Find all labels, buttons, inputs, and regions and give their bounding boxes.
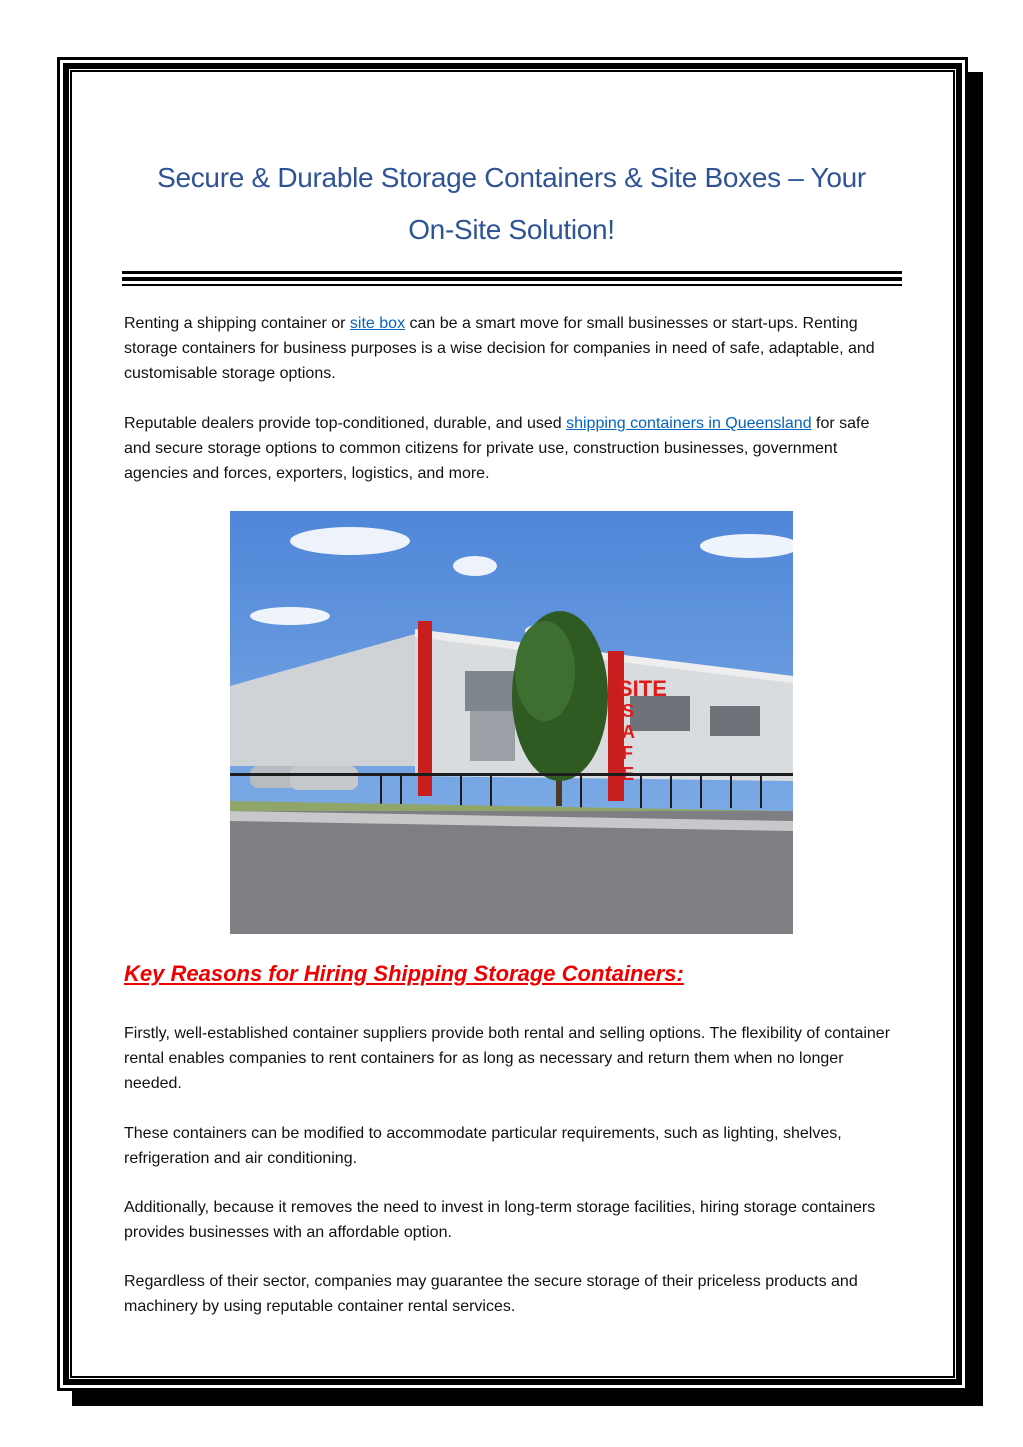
body-paragraph-4: Regardless of their sector, companies may guarantee the secure storage of their priceless products and machinery by using reputable container rental services.: [124, 1273, 858, 1315]
body-paragraph-3: Additionally, because it removes the need to invest in long-term storage facilities, hiring storage containers provides businesses with an affordable option.: [124, 1199, 876, 1241]
page-title-line-1: Secure & Durable Storage Containers & Site Boxes – Your: [157, 162, 866, 193]
shipping-containers-queensland-link[interactable]: shipping containers in Queensland: [566, 415, 812, 432]
warehouse-photo: [230, 511, 793, 934]
intro-paragraph-1: Renting a shipping container or site box can be a smart move for small businesses or start-ups. Renting storage containers for business purposes is a wise decision for companies in need of safe, adaptable, and customisable storage options.: [124, 315, 875, 382]
sign-site-text: SITE: [618, 676, 667, 701]
sign-letter-s: S: [622, 701, 635, 721]
sign-letter-f: F: [622, 743, 633, 763]
section-heading: Key Reasons for Hiring Shipping Storage Containers:: [124, 961, 684, 986]
body-paragraph-1: Firstly, well-established container suppliers provide both rental and selling options. The flexibility of container rental enables companies to rent containers for as long as necessary and return them when no longer needed.: [124, 1025, 891, 1092]
intro-paragraph-2: Reputable dealers provide top-conditioned, durable, and used shipping containers in Queensland for safe and secure storage options to common citizens for private use, construction businesses, government agencies and forces, exporters, logistics, and more.: [124, 415, 870, 482]
page-title: [0, 152, 1023, 256]
body-paragraph-2: These containers can be modified to accommodate particular requirements, such as lighting, shelves, refrigeration and air conditioning.: [124, 1125, 842, 1167]
page-title-line-2: On-Site Solution!: [408, 214, 615, 245]
site-box-link[interactable]: site box: [349, 315, 406, 332]
sign-letter-a: A: [622, 722, 635, 742]
title-divider: [122, 271, 902, 287]
